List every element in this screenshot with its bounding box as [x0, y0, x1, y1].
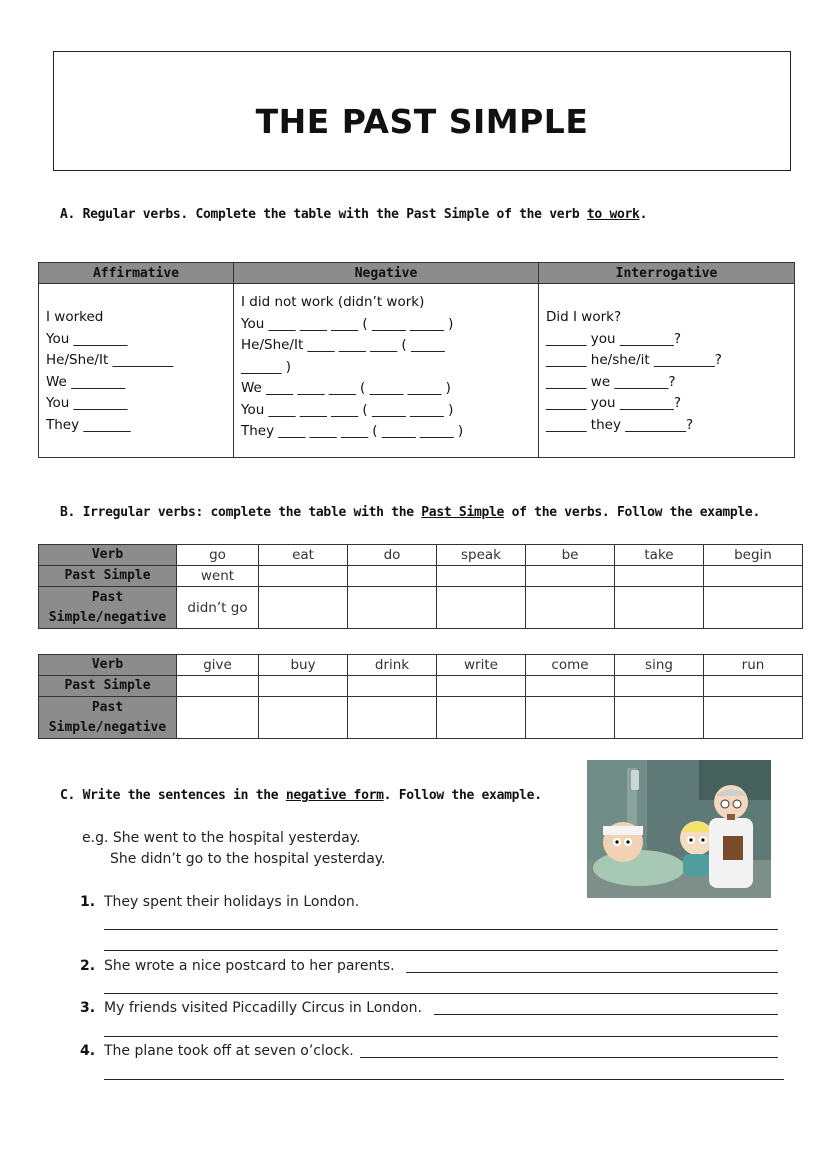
verb-cell: sing [615, 655, 704, 676]
answer-line[interactable] [104, 993, 778, 994]
question-text: My friends visited Piccadilly Circus in London. [104, 1000, 423, 1016]
answer-line[interactable] [104, 929, 778, 930]
question-number: 3. [80, 1000, 96, 1016]
row-label-verb: Verb [39, 655, 177, 676]
interrogative-line: ______ he/she/it _________? [546, 352, 722, 368]
negative-line: I did not work (didn’t work) [241, 294, 425, 310]
past-negative-cell[interactable] [615, 697, 704, 739]
past-simple-cell[interactable] [437, 566, 526, 587]
section-a-instruction [60, 207, 647, 222]
negative-cell[interactable] [234, 284, 539, 458]
past-negative-cell[interactable] [615, 587, 704, 629]
cartoon-hospital-illustration [587, 760, 771, 898]
title-box [53, 51, 791, 171]
negative-line: You ____ ____ ____ ( _____ _____ ) [241, 315, 454, 332]
past-simple-cell[interactable] [704, 566, 803, 587]
answer-line[interactable] [104, 950, 778, 951]
verb-cell: take [615, 545, 704, 566]
row-label-past-simple: Past Simple [39, 676, 177, 697]
row-label-past-negative: Past Simple/negative [39, 697, 177, 739]
header-affirmative: Affirmative [39, 263, 234, 284]
past-negative-cell[interactable] [704, 587, 803, 629]
past-simple-cell[interactable] [526, 566, 615, 587]
affirmative-line: You ________ [46, 330, 128, 347]
past-simple-cell[interactable] [526, 676, 615, 697]
question-number: 4. [80, 1043, 96, 1059]
past-simple-cell[interactable] [348, 566, 437, 587]
negative-line: They ____ ____ ____ ( _____ _____ ) [241, 423, 464, 439]
question-text: The plane took off at seven o’clock. [104, 1043, 354, 1059]
past-negative-cell[interactable] [526, 587, 615, 629]
answer-line[interactable] [434, 1014, 778, 1015]
verb-cell: begin [704, 545, 803, 566]
negative-line: He/She/It ____ ____ ____ ( _____ [241, 337, 445, 353]
interrogative-cell[interactable] [539, 284, 795, 458]
interrogative-line: ______ they _________? [546, 416, 694, 433]
affirmative-line: We ________ [46, 373, 126, 390]
verb-cell: go [177, 545, 259, 566]
interrogative-line: ______ we ________? [546, 373, 676, 390]
page-title: THE PAST SIMPLE [255, 102, 589, 141]
past-negative-cell[interactable]: didn’t go [177, 587, 259, 629]
hospital-scene-icon [587, 760, 771, 898]
answer-line[interactable] [104, 1079, 784, 1080]
past-simple-cell[interactable] [704, 676, 803, 697]
answer-line[interactable] [360, 1057, 778, 1058]
past-simple-cell[interactable] [348, 676, 437, 697]
affirmative-line: I worked [46, 309, 104, 325]
example-line-1: e.g. She went to the hospital yesterday. [82, 830, 361, 846]
irregular-verbs-table-1 [38, 544, 803, 629]
answer-line[interactable] [406, 972, 778, 973]
example-line-2: She didn’t go to the hospital yesterday. [110, 851, 386, 867]
past-simple-cell[interactable] [259, 566, 348, 587]
section-a-suffix: . [639, 207, 648, 222]
interrogative-line: Did I work? [546, 309, 622, 325]
verb-cell: run [704, 655, 803, 676]
section-c-suffix: . Follow the example. [383, 788, 542, 803]
past-negative-cell[interactable] [704, 697, 803, 739]
past-simple-cell[interactable] [615, 676, 704, 697]
negative-line: ______ ) [241, 358, 292, 375]
affirmative-line: They _______ [46, 416, 131, 433]
past-negative-cell[interactable] [437, 697, 526, 739]
row-label-verb: Verb [39, 545, 177, 566]
verb-cell: speak [437, 545, 526, 566]
interrogative-line: ______ you ________? [546, 395, 682, 411]
affirmative-line: He/She/It _________ [46, 352, 174, 368]
past-negative-cell[interactable] [259, 587, 348, 629]
negative-line: We ____ ____ ____ ( _____ _____ ) [241, 380, 451, 396]
row-label-past-negative: Past Simple/negative [39, 587, 177, 629]
section-c-instruction [60, 788, 542, 803]
answer-line[interactable] [104, 1036, 778, 1037]
past-simple-cell[interactable]: went [177, 566, 259, 587]
irregular-verbs-table-2 [38, 654, 803, 739]
section-c-prefix: C. Write the sentences in the [60, 788, 286, 803]
section-c-link: negative form [285, 788, 384, 803]
affirmative-cell[interactable] [39, 284, 234, 458]
verb-cell: come [526, 655, 615, 676]
past-simple-cell[interactable] [437, 676, 526, 697]
question-text: They spent their holidays in London. [104, 894, 360, 910]
header-interrogative: Interrogative [539, 263, 795, 284]
row-label-past-simple: Past Simple [39, 566, 177, 587]
verb-cell: eat [259, 545, 348, 566]
past-negative-cell[interactable] [348, 697, 437, 739]
section-b-suffix: of the verbs. Follow the example. [504, 505, 760, 520]
section-a-prefix: A. Regular verbs. Complete the table with the Past Simple of the verb [60, 207, 587, 222]
section-b-link: Past Simple [421, 505, 505, 520]
negative-line: You ____ ____ ____ ( _____ _____ ) [241, 401, 454, 418]
past-simple-cell[interactable] [177, 676, 259, 697]
verb-cell: do [348, 545, 437, 566]
verb-cell: drink [348, 655, 437, 676]
past-negative-cell[interactable] [348, 587, 437, 629]
past-negative-cell[interactable] [259, 697, 348, 739]
affirmative-line: You ________ [46, 395, 128, 411]
past-negative-cell[interactable] [177, 697, 259, 739]
verb-cell: be [526, 545, 615, 566]
section-b-instruction [60, 505, 760, 520]
past-simple-cell[interactable] [259, 676, 348, 697]
verb-cell: buy [259, 655, 348, 676]
verb-cell: write [437, 655, 526, 676]
question-number: 1. [80, 894, 96, 910]
interrogative-line: ______ you ________? [546, 330, 682, 347]
past-negative-cell[interactable] [526, 697, 615, 739]
section-a-link: to work [586, 207, 640, 222]
question-text: She wrote a nice postcard to her parents. [104, 958, 395, 974]
verb-cell: give [177, 655, 259, 676]
past-negative-cell[interactable] [437, 587, 526, 629]
header-negative: Negative [234, 263, 539, 284]
question-number: 2. [80, 958, 96, 974]
section-b-prefix: B. Irregular verbs: complete the table with the [60, 505, 422, 520]
past-simple-cell[interactable] [615, 566, 704, 587]
regular-verbs-table [38, 262, 795, 458]
